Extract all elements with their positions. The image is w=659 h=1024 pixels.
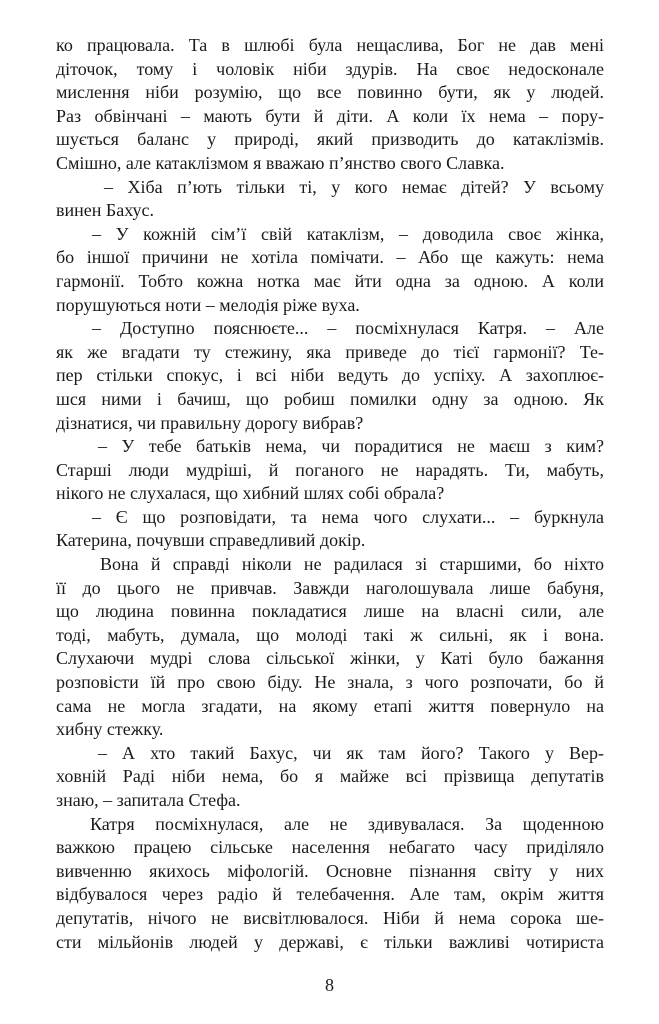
- text-line: знаю, – запитала Стефа.: [56, 790, 241, 810]
- text-line: шується баланс у природі, який призводить до катаклізмів.: [56, 129, 604, 150]
- text-line: як же вгадати ту стежину, яка приведе до тієї гармонії? Те-: [56, 341, 604, 362]
- text-line: ко працювала. Та в шлюбі була нещаслива, Бог не дав мені: [56, 35, 604, 55]
- text-line: тоді, мабуть, думала, що молоді такі ж сильні, як і вона.: [56, 624, 604, 645]
- text-line: важкою працею сільське населення небагато часу приділяло: [56, 837, 604, 858]
- text-line: Вона й справді ніколи не радилася зі старшими, бо ніхто: [100, 554, 604, 575]
- text-line: Раз обвінчані – мають бути й діти. А коли їх нема – пору-: [56, 105, 604, 126]
- text-line: Старші люди мудріші, й поганого не нарадять. Ти, мабуть,: [56, 459, 604, 480]
- text-line: – У кожній сім’ї свій катаклізм, – доводила своє жінка,: [92, 223, 604, 244]
- text-line: сти мільйонів людей у державі, є тільки важливі чотириста: [56, 931, 604, 952]
- text-line: діточок, тому і чоловік ніби здурів. На своє недосконале: [56, 58, 604, 79]
- text-line: гармонії. Тобто кожна нотка має йти одна за одною. А коли: [56, 270, 604, 291]
- text-line: Катря посміхнулася, але не здивувалася. За щоденною: [90, 813, 604, 834]
- text-line: нікого не слухалася, що хибний шлях собі обрала?: [56, 483, 445, 504]
- text-line: бо іншої причини не хотіла помічати. – Або ще кажуть: нема: [56, 247, 604, 268]
- text-line: – Хіба п’ють тільки ті, у кого немає дітей? У всьому: [104, 176, 604, 197]
- text-line: її до цього не привчав. Завжди наголошувала лише бабуня,: [56, 577, 604, 598]
- text-line: – А хто такий Бахус, чи як там його? Такого у Вер-: [98, 742, 604, 763]
- text-line: – Доступно пояснюєте... – посміхнулася Катря. – Але: [92, 318, 604, 339]
- text-line: Катерина, почувши справедливий докір.: [56, 530, 366, 551]
- text-line: розповісти їй про свою біду. Не знала, з чого розпочати, бо й: [56, 672, 604, 693]
- text-line: – Є що розповідати, та нема чого слухати... – буркнула: [92, 506, 604, 527]
- text-line: дізнатися, чи правильну дорогу вибрав?: [56, 412, 364, 433]
- text-line: винен Бахус.: [56, 200, 155, 221]
- text-line: ховній Раді ніби нема, бо я майже всі прізвища депутатів: [56, 766, 604, 787]
- text-line: сама не могла згадати, на якому етапі життя повернуло на: [56, 695, 604, 716]
- text-line: – У тебе батьків нема, чи порадитися не маєш з ким?: [98, 436, 604, 457]
- text-line: вивченню якихось міфологій. Основне пізнання світу у них: [56, 860, 604, 881]
- text-line: порушуються ноти – мелодія ріже вуха.: [56, 294, 360, 315]
- text-line: що людина повинна покладатися лише на власні сили, але: [56, 601, 604, 622]
- text-line: мислення ніби розумію, що все повинно бути, як у людей.: [56, 82, 604, 103]
- page-number: 8: [325, 975, 334, 995]
- text-line: Слухаючи мудрі слова сільської жінки, у Каті було бажання: [56, 648, 604, 669]
- text-line: депутатів, нічого не висвітлювалося. Ніби й нема сорока ше-: [56, 907, 604, 928]
- text-line: Смішно, але катаклізмом я вважаю п’янство свого Славка.: [56, 152, 505, 173]
- page-body: [56, 34, 604, 954]
- text-line: пер стільки спокус, і всі ніби ведуть до успіху. А захоплює-: [56, 365, 604, 386]
- text-line: відбувалося через радіо й телебачення. Але там, окрім життя: [56, 884, 604, 905]
- text-line: хибну стежку.: [56, 719, 164, 740]
- text-line: шся ними і бачиш, що робиш помилки одну за одною. Як: [56, 388, 604, 409]
